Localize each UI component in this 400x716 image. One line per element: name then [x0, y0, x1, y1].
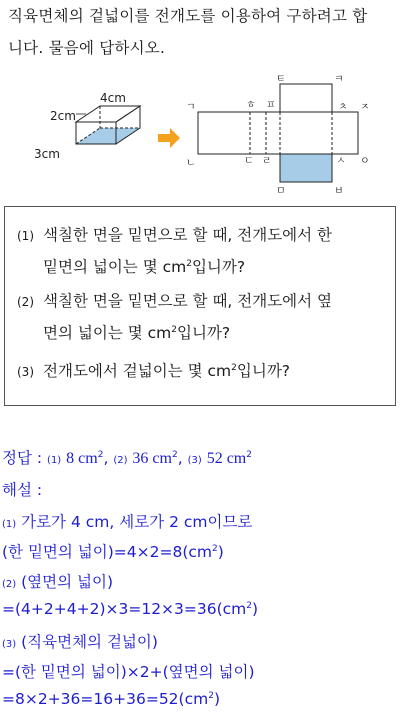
- vertex-label: ㄷ: [244, 156, 254, 167]
- cuboid-diagram: [34, 91, 140, 161]
- explanation-line-2: (한 밑면의 넓이)$=4\times 2=8(cm^2)$: [2, 543, 224, 561]
- explanation-line-3: (2) (옆면의 넓이): [2, 573, 113, 591]
- vertex-label: ㅁ: [276, 186, 286, 197]
- shaded-bottom-face: [76, 128, 140, 144]
- vertex-label: ㅌ: [276, 74, 286, 85]
- question-item-1-line-2: 밑면의 넓이는 몇 $cm^2$입니까?: [43, 258, 246, 276]
- net-diagram: [198, 84, 358, 182]
- explanation-line-6: =(한 밑면의 넓이)×2+(옆면의 넓이): [2, 663, 255, 681]
- vertex-label: ㅋ: [334, 74, 344, 85]
- net-strip: [198, 112, 358, 154]
- vertex-label: ㄹ: [262, 156, 272, 167]
- explanation-label: 해설 :: [2, 481, 43, 499]
- questions-box: [4, 206, 396, 406]
- net-top-face: [280, 84, 332, 112]
- vertex-label: ㄱ: [186, 102, 196, 113]
- item-number: (3): [17, 365, 34, 379]
- right-arrow-icon: [158, 128, 180, 148]
- figure: [0, 70, 400, 200]
- question-item-1-line-1: (1) 색칠한 면을 밑면으로 할 때, 전개도에서 한: [17, 226, 333, 244]
- explanation-line-1: (1) 가로가 4 cm, 세로가 2 cm이므로: [2, 513, 253, 531]
- shaded-net-face: [280, 154, 332, 182]
- explanation-line-7: $=8\times 2+36=16+36=52(cm^2)$: [2, 690, 221, 708]
- net-vertex-labels: [186, 74, 370, 197]
- vertex-label: ㅎ: [246, 100, 256, 111]
- vertex-label: ㅈ: [360, 102, 370, 113]
- length-label: 4cm: [100, 91, 126, 105]
- vertex-label: ㅍ: [266, 100, 276, 111]
- question-item-2-line-2: 면의 넓이는 몇 $cm^2$입니까?: [43, 324, 231, 342]
- item-number: (2): [17, 295, 34, 309]
- vertex-label: ㅊ: [338, 102, 348, 113]
- answer-line: 정답 : (1) 8 $cm^2$, (2) 36 $cm^2$, (3) 52 $cm^2$: [2, 449, 252, 467]
- explanation-line-5: (3) (직육면체의 겉넓이): [2, 633, 158, 651]
- question-item-3: (3) 전개도에서 겉넓이는 몇 $cm^2$입니까?: [17, 362, 291, 380]
- vertex-label: ㅂ: [334, 186, 344, 197]
- question-line-2: 니다. 물음에 답하시오.: [8, 39, 166, 57]
- question-item-2-line-1: (2) 색칠한 면을 밑면으로 할 때, 전개도에서 옆: [17, 292, 333, 310]
- vertex-label: ㅅ: [336, 156, 346, 167]
- width-label: 2cm: [50, 109, 76, 123]
- explanation-line-4: $=(4+2+4+2)\times 3=12\times 3=36(cm^2)$: [2, 600, 259, 618]
- question-line-1: 직육면체의 겉넓이를 전개도를 이용하여 구하려고 합: [8, 7, 368, 25]
- item-number: (1): [17, 229, 34, 243]
- vertex-label: ㄴ: [186, 158, 196, 169]
- vertex-label: ㅇ: [360, 156, 370, 167]
- height-label: 3cm: [34, 147, 60, 161]
